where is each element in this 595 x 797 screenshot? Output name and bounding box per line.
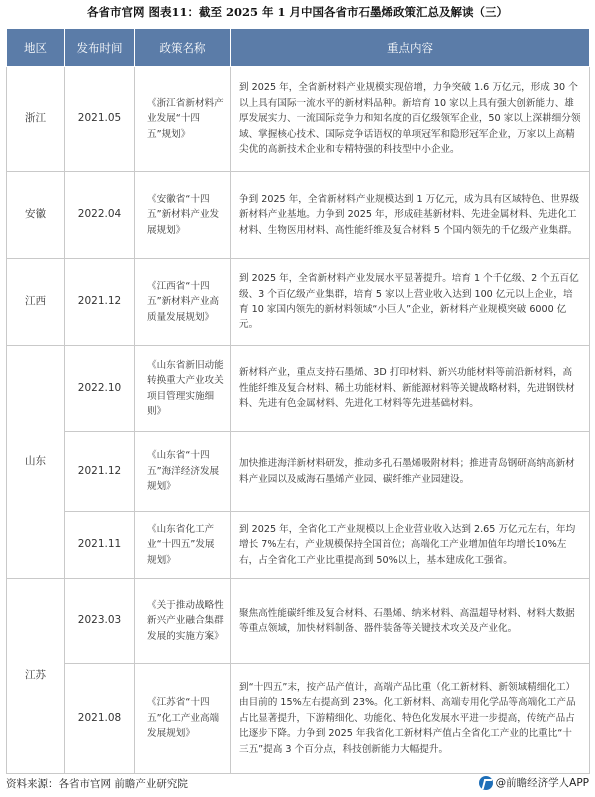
table-row	[7, 664, 590, 774]
cell-date: 2023.03	[65, 579, 135, 664]
cell-date: 2021.05	[65, 67, 135, 172]
cell-date: 2021.11	[65, 512, 135, 579]
cell-policy: 《山东省“十四五”海洋经济发展规划》	[135, 432, 231, 512]
cell-date: 2022.10	[65, 346, 135, 432]
table-row	[7, 432, 590, 512]
policy-table	[6, 28, 590, 774]
footer	[6, 774, 589, 794]
cell-date: 2021.12	[65, 432, 135, 512]
page-title: 各省市官网 图表11：截至 2025 年 1 月中国各省市石墨烯政策汇总及解读（三）	[86, 5, 509, 19]
cell-date: 2021.08	[65, 664, 135, 774]
cell-policy: 《江苏省“十四五”化工产业高端发展规划》	[135, 664, 231, 774]
cell-region: 江西	[7, 259, 65, 346]
cell-region: 浙江	[7, 67, 65, 172]
cell-content: 加快推进海洋新材料研发，推动多孔石墨烯吸附材料；推进青岛钢研高纳高新材料产业园以及威海石墨烯产业园、碳纤维产业园建设。	[231, 432, 590, 512]
brand-tag	[479, 775, 589, 790]
cell-content: 争到 2025 年，全省新材料产业规模达到 1 万亿元，成为具有区域特色、世界级新材料产业基地。力争到 2025 年，形成硅基新材料、先进金属材料、先进化工材料、生物医用材料、高性能纤维及复合材料 5 个国内领先的千亿级产业集群。	[231, 172, 590, 259]
table-row	[7, 259, 590, 346]
table-row	[7, 579, 590, 664]
cell-content: 到 2025 年，全省新材料产业发展水平显著提升。培育 1 个千亿级、2 个五百亿级、3 个百亿级产业集群，培育 5 家以上营业收入达到 100 亿元以上企业，培育 10 家国内领先的新材料领域“小巨人”企业，新材料产业规模突破 6000 亿元。	[231, 259, 590, 346]
table-row	[7, 67, 590, 172]
source-note: 资料来源：各省市官网 前瞻产业研究院	[6, 778, 188, 790]
table-row	[7, 346, 590, 432]
cell-region: 安徽	[7, 172, 65, 259]
table-row	[7, 172, 590, 259]
cell-policy: 《安徽省“十四五”新材料产业发展规划》	[135, 172, 231, 259]
cell-policy: 《江西省“十四五”新材料产业高质量发展规划》	[135, 259, 231, 346]
cell-policy: 《关于推动战略性新兴产业融合集群发展的实施方案》	[135, 579, 231, 664]
cell-region: 山东	[7, 346, 65, 579]
table-header-row	[7, 29, 590, 67]
cell-content: 到“十四五”末，按产品产值计，高端产品比重（化工新材料、新领域精细化工）由目前的 15%左右提高到 23%。化工新材料、高端专用化学品等高端化工产品占比显著提升，下游精细化、功能化、特色化发展水平进一步提高，传统产品占比逐步下降。力争到 2025 年我省化工新材料产值占全省化工产业的比重比“十三五”提高 3 个百分点，科技创新能力大幅提升。	[231, 664, 590, 774]
table-row	[7, 512, 590, 579]
cell-date: 2022.04	[65, 172, 135, 259]
cell-content: 新材料产业，重点支持石墨烯、3D 打印材料、新兴功能材料等前沿新材料，高性能纤维及复合材料、稀土功能材料、新能源材料等关键战略材料，先进钢铁材料、先进有色金属材料、先进化工材料等先进基础材料。	[231, 346, 590, 432]
cell-policy: 《浙江省新材料产业发展“十四五”规划》	[135, 67, 231, 172]
header-region: 地区	[7, 29, 65, 67]
brand-label: @前瞻经济学人APP	[495, 777, 589, 789]
cell-content: 到 2025 年，全省新材料产业规模实现倍增，力争突破 1.6 万亿元，形成 30 个以上具有国际一流水平的新材料品种。新培育 10 家以上具有强大创新能力、雄厚发展实力、一流国际竞争力和知名度的百亿级领军企业，50 家以上深耕细分领域、掌握核心技术、国际竞争话语权的单项冠军和隐形冠军企业，万家以上高精尖优的高新技术企业和专精特强的科技型中小企业。	[231, 67, 590, 172]
cell-policy: 《山东省新旧动能转换重大产业攻关项目管理实施细则》	[135, 346, 231, 432]
cell-content: 到 2025 年，全省化工产业规模以上企业营业收入达到 2.65 万亿元左右，年均增长 7%左右，产业规模保持全国首位；高端化工产业增加值年均增长10%左右，占全省化工产业比重提高到 50%以上，基本建成化工强省。	[231, 512, 590, 579]
cell-content: 聚焦高性能碳纤维及复合材料、石墨烯、纳米材料、高温超导材料、材料大数据等重点领域，加快材料制备、器件装备等关键技术攻关及产业化。	[231, 579, 590, 664]
cell-date: 2021.12	[65, 259, 135, 346]
header-content: 重点内容	[231, 29, 590, 67]
qianzhan-logo-icon	[479, 776, 493, 790]
header-policy: 政策名称	[135, 29, 231, 67]
cell-region: 江苏	[7, 579, 65, 774]
header-date: 发布时间	[65, 29, 135, 67]
cell-policy: 《山东省化工产业“十四五”发展规划》	[135, 512, 231, 579]
